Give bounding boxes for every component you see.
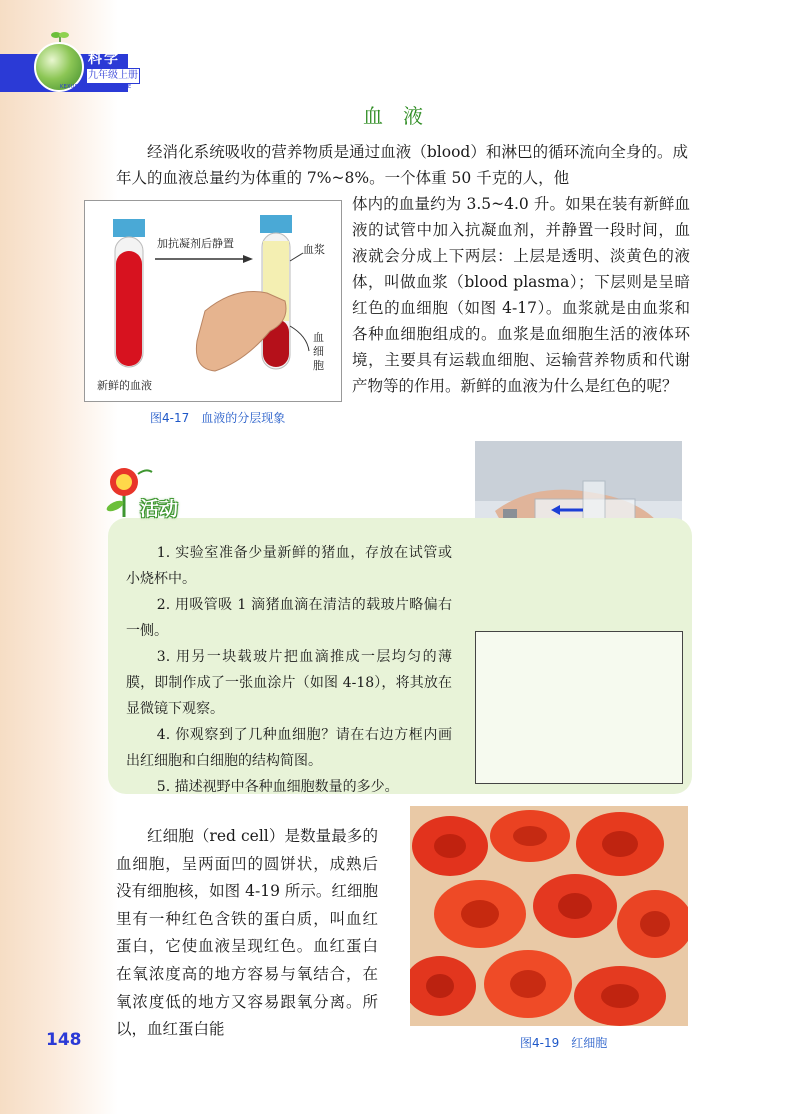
activity-step: 5. 描述视野中各种血细胞数量的多少。 (156, 779, 399, 795)
fresh-blood-label: 新鲜的血液 (97, 379, 152, 392)
page-number: 148 (46, 1030, 82, 1050)
drawing-answer-box[interactable] (475, 631, 683, 784)
test-tubes-illustration (85, 201, 341, 401)
activity-step: 2. 用吸管吸 1 滴猪血滴在清洁的载玻片略偏右一侧。 (126, 597, 452, 639)
figure-4-19-caption: 图4-19 红细胞 (520, 1036, 608, 1050)
figure-red-blood-cells-photo (410, 806, 688, 1026)
left-tube-cap (113, 219, 145, 237)
plasma-label: 血浆 (303, 243, 325, 256)
activity-steps (126, 540, 452, 800)
figure-4-17-caption: 图4-17 血液的分层现象 (150, 411, 286, 425)
arrow-label: 加抗凝剂后静置 (157, 237, 234, 250)
red-cells-group (410, 810, 688, 1026)
figure-blood-layering (84, 200, 342, 402)
activity-step: 4. 你观察到了几种血细胞？请在右边方框内画出红细胞和白细胞的结构简图。 (126, 727, 452, 769)
header-subject: 科学 (88, 51, 120, 67)
cells-label-1: 血 (313, 331, 324, 344)
left-tube-blood (116, 251, 142, 366)
section-title: 血液 (363, 104, 443, 128)
activity-step: 3. 用另一块载玻片把血滴推成一层均匀的薄膜，即制作成了一张血涂片（如图 4-18），将其放在显微镜下观察。 (126, 649, 452, 717)
right-tube-cap (260, 215, 292, 233)
arrow-head (243, 255, 253, 263)
cells-label-2: 细 (313, 345, 324, 358)
paragraph-intro: 经消化系统吸收的营养物质是通过血液（blood）和淋巴的循环流向全身的。成年人的血液总量约为体重的 7%~8%。一个体重 50 千克的人，他 (116, 143, 688, 187)
header-pinyin: KEXUE JIUNIANJISHANGCE (60, 84, 132, 90)
header-grade: 九年级上册 (86, 68, 140, 84)
activity-step: 1. 实验室准备少量新鲜的猪血，存放在试管或小烧杯中。 (126, 545, 452, 587)
page-margin-decoration (0, 0, 118, 1114)
activity-title: 活动 (140, 498, 179, 520)
cells-label-3: 胞 (313, 359, 324, 372)
paragraph-red-cells: 红细胞（red cell）是数量最多的血细胞，呈两面凹的圆饼状，成熟后没有细胞核，如图 4-19 所示。红细胞里有一种红色含铁的蛋白质，叫血红蛋白，它使血液呈现红色。血红蛋白在氧浓度高的地方容易与氧结合，在氧浓度低的地方又容易跟氧分离。所以，血红蛋白能 (116, 827, 378, 1039)
paragraph-plasma: 体内的血量约为 3.5~4.0 升。如果在装有新鲜血液的试管中加入抗凝血剂，并静置一段时间，血液就会分成上下两层：上层是透明、淡黄色的液体，叫做血浆（blood plasma）；下层则是呈暗红色的血细胞（如图 4-17）。血浆就是由血浆和各种血细胞组成的。血浆是血细胞生活的液体环境，主要具有运载血细胞、运输营养物质和代谢产物等的作用。新鲜的血液为什么是红色的呢？ (352, 195, 690, 395)
